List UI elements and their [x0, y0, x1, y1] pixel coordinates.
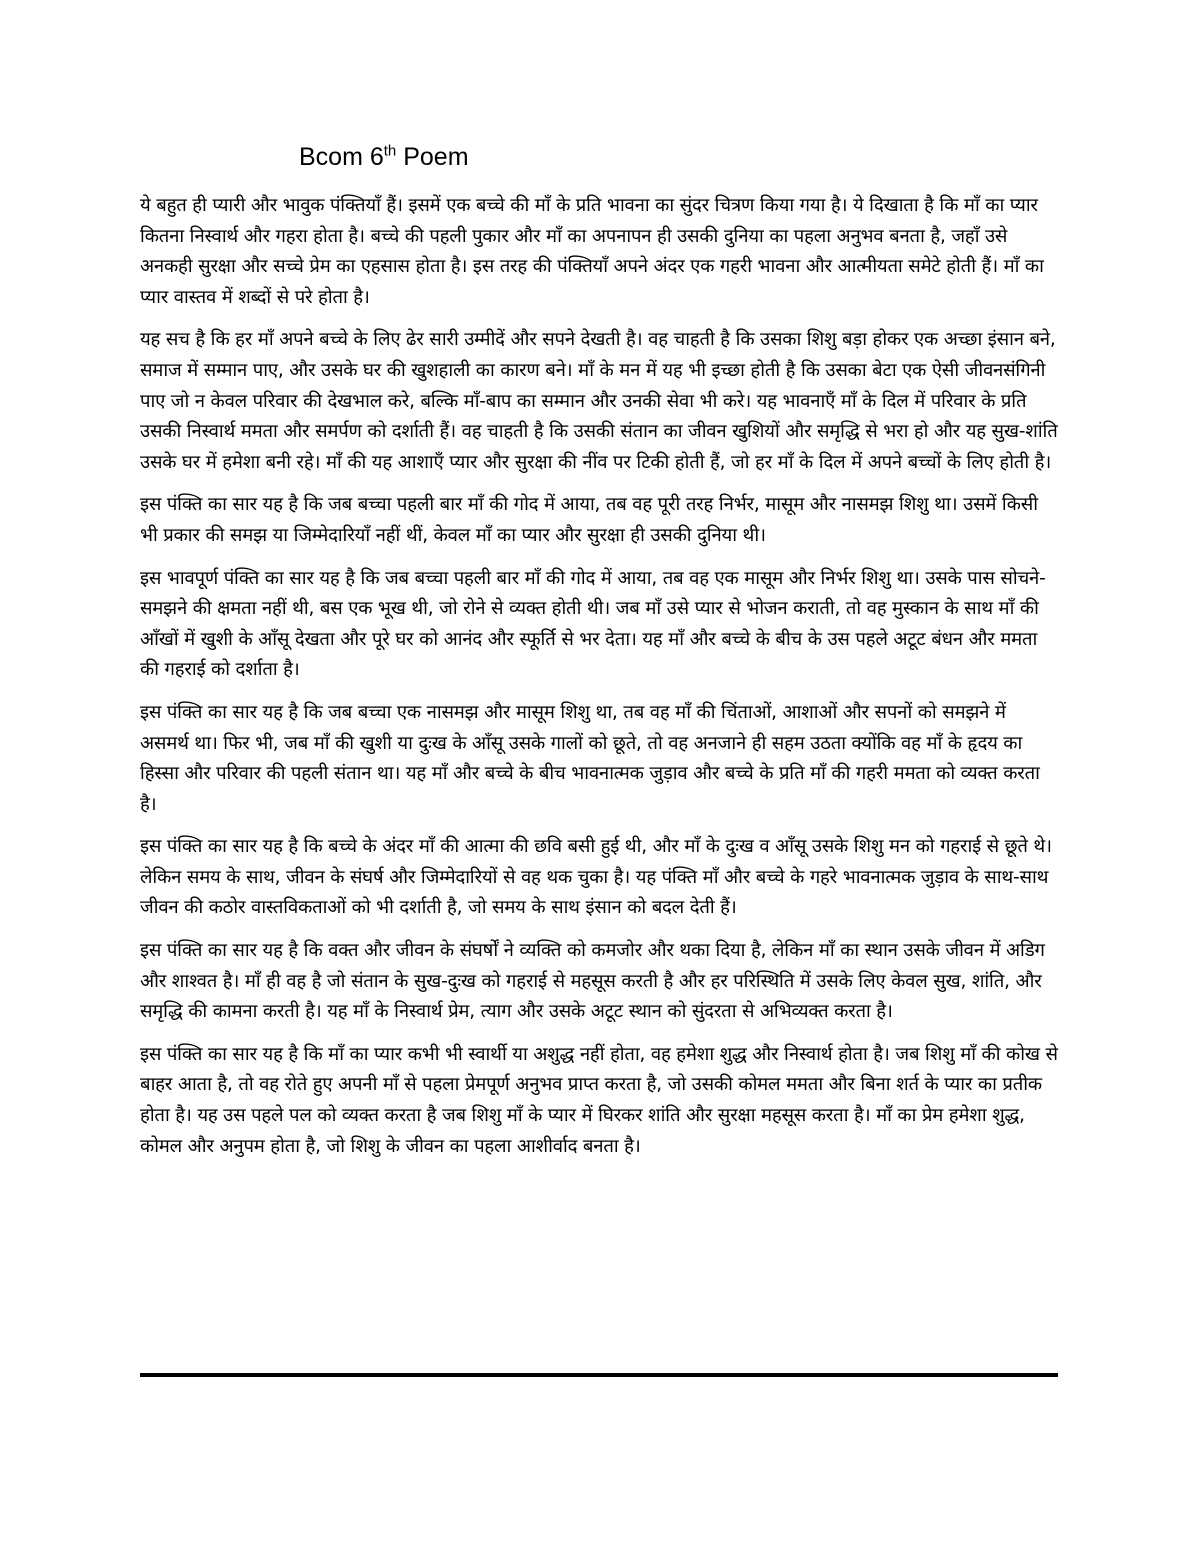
- paragraph-4: इस भावपूर्ण पंक्ति का सार यह है कि जब बच्चा पहली बार माँ की गोद में आया, तब वह एक मासूम और निर्भर शिशु था। उसके पास सोचने-समझने की क्षमता नहीं थी, बस एक भूख थी, जो रोने से व्यक्त होती थी। जब माँ उसे प्यार से भोजन कराती, तो वह मुस्कान के साथ माँ की आँखों में खुशी के आँसू देखता और पूरे घर को आनंद और स्फूर्ति से भर देता। यह माँ और बच्चे के बीच के उस पहले अटूट बंधन और ममता की गहराई को दर्शाता है।: [140, 567, 1046, 681]
- paragraph-1: ये बहुत ही प्यारी और भावुक पंक्तियाँ हैं। इसमें एक बच्चे की माँ के प्रति भावना का सुंदर चित्रण किया गया है। ये दिखाता है कि माँ का प्यार कितना निस्वार्थ और गहरा होता है। बच्चे की पहली पुकार और माँ का अपनापन ही उसकी दुनिया का पहला अनुभव बनता है, जहाँ उसे अनकही सुरक्षा और सच्चे प्रेम का एहसास होता है। इस तरह की पंक्तियाँ अपने अंदर एक गहरी भावना और आत्मीयता समेटे होती हैं। माँ का प्यार वास्तव में शब्दों से परे होता है।: [140, 195, 1044, 308]
- bottom-rule: [140, 1373, 1058, 1377]
- document-title: [299, 140, 469, 174]
- paragraph-8: इस पंक्ति का सार यह है कि माँ का प्यार कभी भी स्वार्थी या अशुद्ध नहीं होता, वह हमेशा शुद्ध और निस्वार्थ होता है। जब शिशु माँ की कोख से बाहर आता है, तो वह रोते हुए अपनी माँ से पहला प्रेमपूर्ण अनुभव प्राप्त करता है, जो उसकी कोमल ममता और बिना शर्त के प्यार का प्रतीक होता है। यह उस पहले पल को व्यक्त करता है जब शिशु माँ के प्यार में घिरकर शांति और सुरक्षा महसूस करता है। माँ का प्रेम हमेशा शुद्ध, कोमल और अनुपम होता है, जो शिशु के जीवन का पहला आशीर्वाद बनता है।: [140, 1043, 1058, 1157]
- title-superscript: th: [383, 142, 397, 160]
- paragraph-5: इस पंक्ति का सार यह है कि जब बच्चा एक नासमझ और मासूम शिशु था, तब वह माँ की चिंताओं, आशाओं और सपनों को समझने में असमर्थ था। फिर भी, जब माँ की खुशी या दुःख के आँसू उसके गालों को छूते, तो वह अनजाने ही सहम उठता क्योंकि वह माँ के हृदय का हिस्सा और परिवार की पहली संतान था। यह माँ और बच्चे के बीच भावनात्मक जुड़ाव और बच्चे के प्रति माँ की गहरी ममता को व्यक्त करता है।: [140, 701, 1040, 815]
- paragraph-6: इस पंक्ति का सार यह है कि बच्चे के अंदर माँ की आत्मा की छवि बसी हुई थी, और माँ के दुःख व आँसू उसके शिशु मन को गहराई से छूते थे। लेकिन समय के साथ, जीवन के संघर्ष और जिम्मेदारियों से वह थक चुका है। यह पंक्ति माँ और बच्चे के गहरे भावनात्मक जुड़ाव के साथ-साथ जीवन की कठोर वास्तविकताओं को भी दर्शाती है, जो समय के साथ इंसान को बदल देती हैं।: [140, 836, 1052, 919]
- title-suffix: Poem: [396, 143, 469, 171]
- document-body: [140, 191, 1060, 1174]
- paragraph-7: इस पंक्ति का सार यह है कि वक्त और जीवन के संघर्षों ने व्यक्ति को कमजोर और थका दिया है, लेकिन माँ का स्थान उसके जीवन में अडिग और शाश्वत है। माँ ही वह है जो संतान के सुख-दुःख को गहराई से महसूस करती है और हर परिस्थिति में उसके लिए केवल सुख, शांति, और समृद्धि की कामना करती है। यह माँ के निस्वार्थ प्रेम, त्याग और उसके अटूट स्थान को सुंदरता से अभिव्यक्त करता है।: [140, 940, 1045, 1023]
- paragraph-3: इस पंक्ति का सार यह है कि जब बच्चा पहली बार माँ की गोद में आया, तब वह पूरी तरह निर्भर, मासूम और नासमझ शिशु था। उसमें किसी भी प्रकार की समझ या जिम्मेदारियाँ नहीं थीं, केवल माँ का प्यार और सुरक्षा ही उसकी दुनिया थी।: [140, 494, 1038, 546]
- title-prefix: Bcom 6: [299, 143, 384, 171]
- paragraph-2: यह सच है कि हर माँ अपने बच्चे के लिए ढेर सारी उम्मीदें और सपने देखती है। वह चाहती है कि उसका शिशु बड़ा होकर एक अच्छा इंसान बने, समाज में सम्मान पाए, और उसके घर की खुशहाली का कारण बने। माँ के मन में यह भी इच्छा होती है कि उसका बेटा एक ऐसी जीवनसंगिनी पाए जो न केवल परिवार की देखभाल करे, बल्कि माँ-बाप का सम्मान और उनकी सेवा भी करे। यह भावनाएँ माँ के दिल में परिवार के प्रति उसकी निस्वार्थ ममता और समर्पण को दर्शाती हैं। वह चाहती है कि उसकी संतान का जीवन खुशियों और समृद्धि से भरा हो और यह सुख-शांति उसके घर में हमेशा बनी रहे। माँ की यह आशाएँ प्यार और सुरक्षा की नींव पर टिकी होती हैं, जो हर माँ के दिल में अपने बच्चों के लिए होती है।: [140, 329, 1058, 473]
